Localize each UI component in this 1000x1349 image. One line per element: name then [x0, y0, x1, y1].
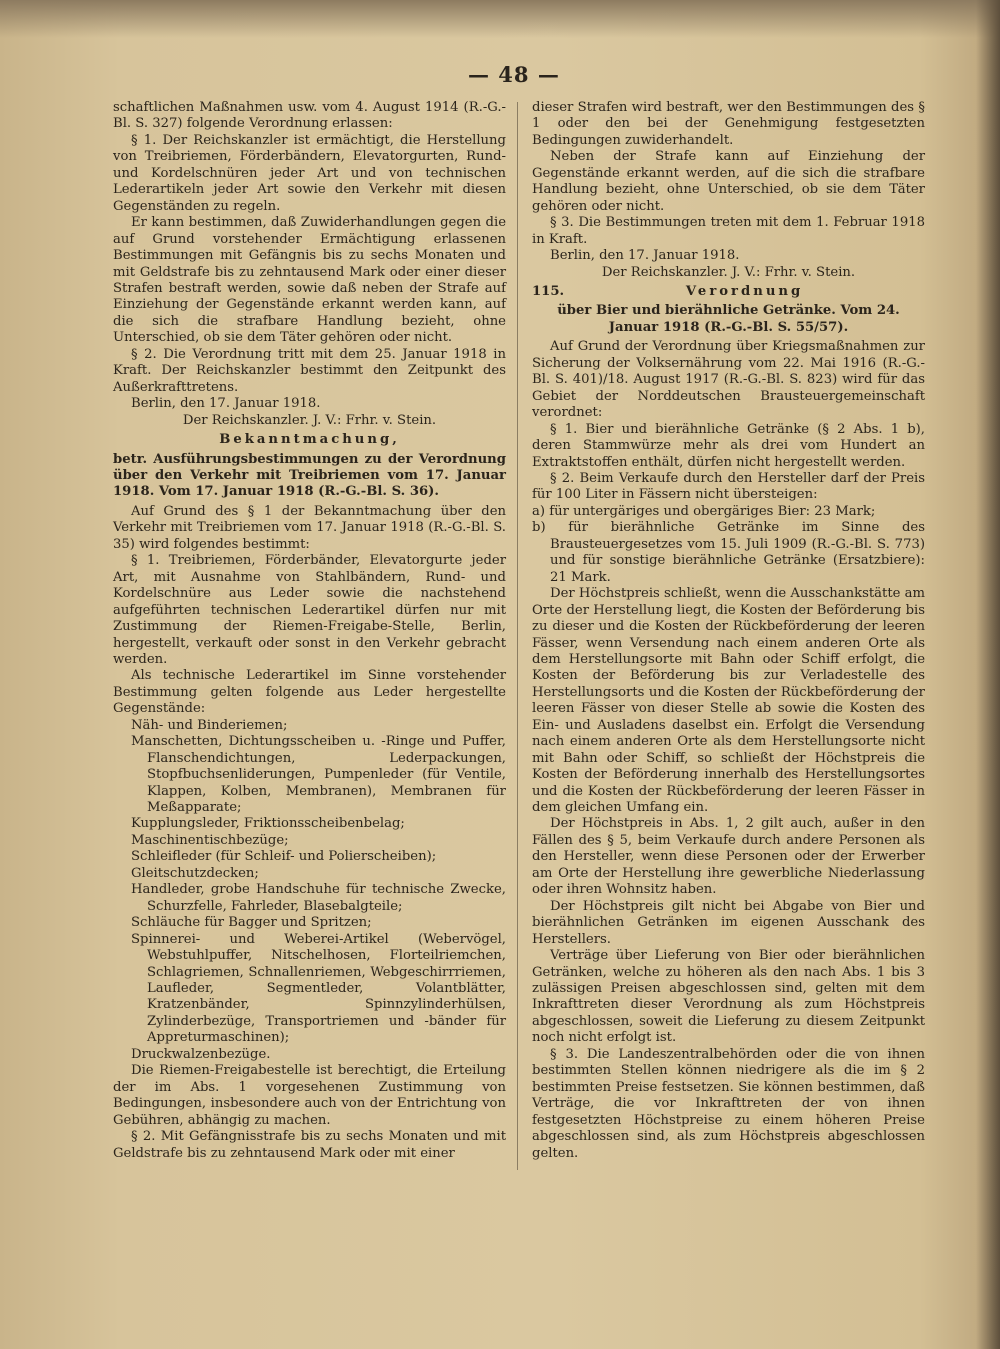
list-item: Manschetten, Dichtungsscheiben u. -Ringe und Puffer, Flanschendichtungen, Lederpackungen, Stopfbuchsenliderungen, Pumpenleder (für Ventile, Klappen, Kolben, Membranen), Membranen für Meßapparate;	[131, 734, 506, 816]
paragraph: § 2. Die Verordnung tritt mit dem 25. Januar 1918 in Kraft. Der Reichskanzler bestimmt den Zeitpunkt des Außerkrafttretens.	[113, 346, 506, 395]
paragraph: Auf Grund des § 1 der Bekanntmachung über den Verkehr mit Treibriemen vom 17. Januar 1918 (R.-G.-Bl. S. 35) wird folgendes bestimmt:	[113, 503, 506, 552]
section-subject: betr. Ausführungsbestimmungen zu der Verordnung über den Verkehr mit Treibriemen vom 17. Januar 1918. Vom 17. Januar 1918 (R.-G.-Bl. S. 36).	[113, 451, 506, 500]
right-column	[532, 100, 925, 1162]
paragraph: § 3. Die Landeszentralbehörden oder die von ihnen bestimmten Stellen können niedrigere als die im § 2 bestimmten Preise festsetzen. Sie können bestimmen, daß Verträge, die vor Inkrafttreten der von ihnen festgesetzten Höchstpreise zu einem höheren Preise abgeschlossen sind, als zum Höchstpreis abgeschlossen gelten.	[532, 1046, 925, 1161]
date-line: Berlin, den 17. Januar 1918.	[550, 248, 740, 264]
list-item: Näh- und Binderiemen;	[131, 717, 288, 733]
list-item: a) für untergäriges und obergäriges Bier: 23 Mark;	[532, 503, 876, 519]
section-number: 115.	[532, 283, 565, 299]
paragraph: § 2. Beim Verkaufe durch den Hersteller darf der Preis für 100 Liter in Fässern nicht übersteigen:	[532, 470, 925, 503]
date-line: Berlin, den 17. Januar 1918.	[131, 396, 321, 412]
section-heading: Bekanntmachung,	[219, 432, 400, 448]
paragraph: Neben der Strafe kann auf Einziehung der Gegenstände erkannt werden, auf die sich die strafbare Handlung bezieht, ohne Unterschied, ob sie dem Täter gehören oder nicht.	[532, 149, 925, 214]
paragraph: Der Höchstpreis gilt nicht bei Abgabe von Bier und bierähnlichen Getränken im eigenen Ausschank des Herstellers.	[532, 898, 925, 947]
paragraph: Der Höchstpreis in Abs. 1, 2 gilt auch, außer in den Fällen des § 5, beim Verkaufe durch andere Personen als den Hersteller, wenn diese Personen oder der Erwerber am Orte der Herstellung ihre gewerbliche Niederlassung oder ihren Wohnsitz haben.	[532, 816, 925, 898]
section-heading	[532, 284, 925, 300]
article-list	[113, 718, 506, 1064]
paragraph: Die Riemen-Freigabestelle ist berechtigt, die Erteilung der im Abs. 1 vorgesehenen Zustimmung von Bedingungen, insbesondere auch von der Entrichtung von Gebühren, abhängig zu machen.	[113, 1063, 506, 1128]
paragraph: Auf Grund der Verordnung über Kriegsmaßnahmen zur Sicherung der Volksernährung vom 22. Mai 1916 (R.-G.-Bl. S. 401)/18. August 1917 (R.-G.-Bl. S. 823) wird für das Gebiet der Norddeutschen Brausteuergemeinschaft verordnet:	[532, 339, 925, 421]
left-column	[113, 100, 506, 1162]
signature: Der Reichskanzler. J. V.: Frhr. v. Stein.	[601, 264, 856, 280]
signature: Der Reichskanzler. J. V.: Frhr. v. Stein.	[182, 412, 437, 428]
list-item: Kupplungsleder, Friktionsscheibenbelag;	[131, 816, 405, 832]
paragraph: § 1. Treibriemen, Förderbänder, Elevatorgurte jeder Art, mit Ausnahme von Stahlbändern, Rund- und Kordelschnüre aus Leder sowie die nachstehend aufgeführten technischen Lederartikel dürfen nur mit Zustimmung der Riemen-Freigabe-Stelle, Berlin, hergestellt, verkauft oder sonst in den Verkehr gebracht werden.	[113, 553, 506, 667]
paragraph: § 1. Bier und bierähnliche Getränke (§ 2 Abs. 1 b), deren Stammwürze mehr als drei vom Hundert an Extraktstoffen enthält, dürfen nicht hergestellt werden.	[532, 421, 925, 470]
paragraph: § 2. Mit Gefängnisstrafe bis zu sechs Monaten und mit Geldstrafe bis zu zehntausend Mark oder mit einer	[113, 1129, 506, 1161]
paragraph: Verträge über Lieferung von Bier oder bierähnlichen Getränken, welche zu höheren als den nach Abs. 1 bis 3 zulässigen Preisen abgeschlossen sind, gelten mit dem Inkrafttreten dieser Verordnung als zum Höchstpreis abgeschlossen, soweit die Lieferung zu diesem Zeitpunkt noch nicht erfolgt ist.	[532, 948, 925, 1046]
page-number: — 48 —	[468, 62, 560, 87]
paragraph: Als technische Lederartikel im Sinne vorstehender Bestimmung gelten folgende aus Leder hergestellte Gegenstände:	[113, 668, 506, 717]
paragraph: dieser Strafen wird bestraft, wer den Bestimmungen des § 1 oder den bei der Genehmigung festgesetzten Bedingungen zuwiderhandelt.	[532, 100, 925, 148]
list-item: Druckwalzenbezüge.	[131, 1046, 271, 1062]
paragraph: § 1. Der Reichskanzler ist ermächtigt, die Herstellung von Treibriemen, Förderbändern, Elevatorgurten, Rund- und Kordelschnüren jeder Art und von technischen Lederartikeln jeder Art sowie den Verkehr mit diesen Gegenständen zu regeln.	[113, 132, 506, 214]
list-item: Schläuche für Bagger und Spritzen;	[131, 915, 372, 931]
column-divider	[517, 102, 518, 1170]
paragraph: Er kann bestimmen, daß Zuwiderhandlungen gegen die auf Grund vorstehender Ermächtigung erlassenen Bestimmungen mit Gefängnis bis zu sechs Monaten und mit Geldstrafe bis zu zehntausend Mark oder einer dieser Strafen bestraft werden, sowie daß neben der Strafe auf Einziehung der Gegenstände erkannt werden kann, auf die sich die strafbare Handlung bezieht, ohne Unterschied, ob sie dem Täter gehören oder nicht.	[113, 215, 506, 346]
page-edge-shadow	[0, 0, 1000, 38]
paragraph: Der Höchstpreis schließt, wenn die Ausschankstätte am Orte der Herstellung liegt, die Kosten der Beförderung bis zu dieser und die Kosten der Rückbeförderung der leeren Fässer, wenn Versendung nach einem anderen Orte als dem Herstellungsorte mit Bahn oder Schiff erfolgt, die Kosten der Beförderung bis zur Verladestelle des Herstellungsorts und die Kosten der Rückbeförderung der leeren Fässer von dieser Stelle ab sowie die Kosten des Ein- und Ausladens daselbst ein. Erfolgt die Versendung nach einem anderen Orte als dem Herstellungsorte nicht mit Bahn oder Schiff, so schließt der Höchstpreis die Kosten der Beförderung innerhalb des Herstellungsortes und die Kosten der Rückbeförderung der leeren Fässer in dem gleichen Umfang ein.	[532, 586, 925, 816]
binding-edge	[976, 0, 1000, 1349]
section-title: Verordnung	[685, 283, 804, 299]
list-item: Handleder, grobe Handschuhe für technische Zwecke, Schurzfelle, Fahrleder, Blasebalgteile;	[131, 882, 506, 914]
list-item: Spinnerei- und Weberei-Artikel (Webervögel, Webstuhlpuffer, Nitschelhosen, Florteilriemchen, Schlagriemen, Schnallenriemen, Webgeschirrriemen, Laufleder, Segmentleder, Volantblätter, Kratzenbänder, Spinnzylinderhülsen, Zylinderbezüge, Transportriemen und -bänder für Appreturmaschinen);	[131, 931, 506, 1046]
list-item: Schleifleder (für Schleif- und Polierscheiben);	[131, 849, 437, 865]
list-item: Maschinentischbezüge;	[131, 832, 289, 848]
paragraph: schaftlichen Maßnahmen usw. vom 4. August 1914 (R.-G.-Bl. S. 327) folgende Verordnung erlassen:	[113, 100, 506, 132]
list-item: b) für bierähnliche Getränke im Sinne des Brausteuergesetzes vom 15. Juli 1909 (R.-G.-Bl. S. 773) und für sonstige bierähnliche Getränke (Ersatzbiere): 21 Mark.	[532, 520, 925, 585]
paragraph: § 3. Die Bestimmungen treten mit dem 1. Februar 1918 in Kraft.	[532, 215, 925, 247]
section-subject: über Bier und bierähnliche Getränke. Vom 24. Januar 1918 (R.-G.-Bl. S. 55/57).	[557, 303, 900, 335]
list-item: Gleitschutzdecken;	[131, 865, 259, 881]
